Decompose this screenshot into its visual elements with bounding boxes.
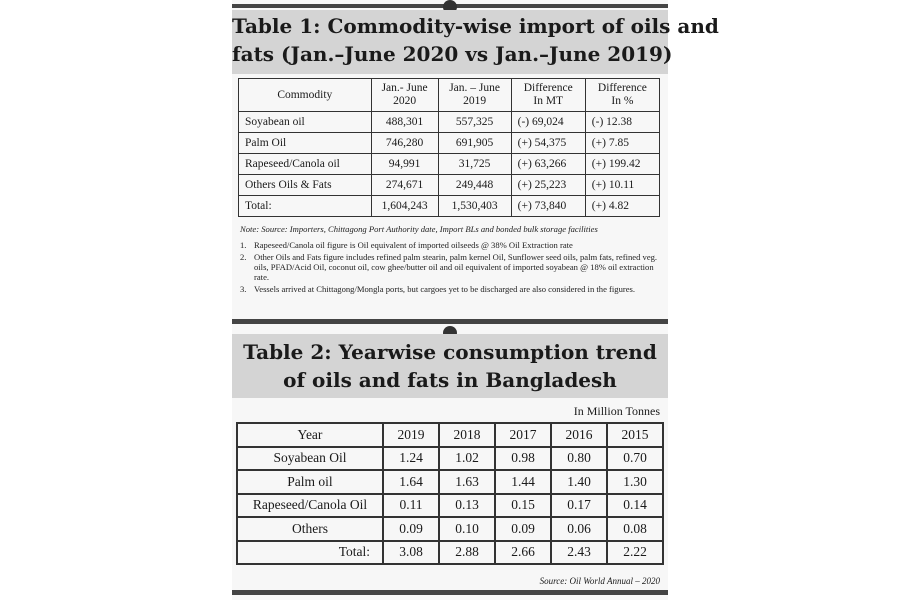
table2-cell: 3.08 xyxy=(383,541,439,565)
table1-cell: (-) 69,024 xyxy=(511,112,585,133)
table1-notes xyxy=(240,240,664,296)
note-number: 2. xyxy=(240,252,247,262)
table1-cell: 1,604,243 xyxy=(371,196,438,217)
table2-row xyxy=(237,470,663,494)
table1-cell: (+) 63,266 xyxy=(511,154,585,175)
table1-title xyxy=(232,10,719,74)
table2-cell: 0.10 xyxy=(439,517,495,541)
table2-cell: 1.63 xyxy=(439,470,495,494)
table1-cell: 557,325 xyxy=(438,112,511,133)
table1-title-line2: fats (Jan.–June 2020 vs Jan.–June 2019) xyxy=(232,42,673,66)
table1-row xyxy=(239,154,660,175)
table1-header-row xyxy=(239,79,660,112)
table2-header-cell: 2018 xyxy=(439,423,495,447)
table2-cell: 0.06 xyxy=(551,517,607,541)
table1-cell: (+) 73,840 xyxy=(511,196,585,217)
table2-row-label: Total: xyxy=(237,541,383,565)
table2-cell: 0.09 xyxy=(495,517,551,541)
table1-header-text: Difference xyxy=(597,82,647,94)
table1-header-cell xyxy=(239,79,372,112)
table1-row-label: Rapeseed/Canola oil xyxy=(239,154,372,175)
note-text: Rapeseed/Canola oil figure is Oil equivalent of imported oilseeds @ 38% Oil Extraction rate xyxy=(254,240,573,250)
table1-note-item xyxy=(240,240,664,250)
table1-header-text: 2019 xyxy=(463,95,487,107)
table2-cell: 0.80 xyxy=(551,447,607,471)
table2-row-label: Others xyxy=(237,517,383,541)
table2-cell: 0.11 xyxy=(383,494,439,518)
table1-row xyxy=(239,175,660,196)
table1-header-text: Commodity xyxy=(277,88,333,101)
table1-row-label: Soyabean oil xyxy=(239,112,372,133)
table2-cell: 1.44 xyxy=(495,470,551,494)
table2-cell: 2.66 xyxy=(495,541,551,565)
document-page xyxy=(232,0,719,600)
table1-import xyxy=(238,78,660,217)
table2-cell: 0.09 xyxy=(383,517,439,541)
table1-cell: (+) 54,375 xyxy=(511,133,585,154)
table2-header-cell: 2015 xyxy=(607,423,663,447)
table2-row xyxy=(237,517,663,541)
table1-cell: (+) 199.42 xyxy=(585,154,659,175)
table2-source: Source: Oil World Annual – 2020 xyxy=(539,576,660,586)
note-number: 1. xyxy=(240,240,247,250)
note-text: Other Oils and Fats figure includes refined palm stearin, palm kernel Oil, Sunflower seed oils, palm fats, refined veg. oils, PFAD/Acid Oil, coconut oil, cow ghee/butter oil and oil equivalent of imported soyabean @ 18% oil extraction rate. xyxy=(254,252,658,282)
table2-row xyxy=(237,447,663,471)
table1-cell: 274,671 xyxy=(371,175,438,196)
table1-note-item xyxy=(240,252,664,282)
table1-cell: (+) 25,223 xyxy=(511,175,585,196)
note-text: Vessels arrived at Chittagong/Mongla ports, but cargoes yet to be discharged are also considered in the figures. xyxy=(254,284,636,294)
table2-header-cell: 2016 xyxy=(551,423,607,447)
table2-title-line1: Table 2: Yearwise consumption trend xyxy=(243,340,657,364)
table2-row xyxy=(237,494,663,518)
table1-cell: 94,991 xyxy=(371,154,438,175)
table2-cell: 1.64 xyxy=(383,470,439,494)
table1-cell: 31,725 xyxy=(438,154,511,175)
table2-row-label: Rapeseed/Canola Oil xyxy=(237,494,383,518)
table1-row xyxy=(239,112,660,133)
table1-header-cell xyxy=(585,79,659,112)
table2-cell: 0.70 xyxy=(607,447,663,471)
table2-cell: 1.40 xyxy=(551,470,607,494)
table1-note-item xyxy=(240,284,664,294)
table1-cell: 1,530,403 xyxy=(438,196,511,217)
table1-header-text: In MT xyxy=(533,95,564,107)
table1-row xyxy=(239,133,660,154)
table2-title-line2: of oils and fats in Bangladesh xyxy=(283,368,617,392)
table2-cell: 0.98 xyxy=(495,447,551,471)
table2-cell: 1.24 xyxy=(383,447,439,471)
table1-note-source: Note: Source: Importers, Chittagong Port Authority date, Import BLs and bonded bulk storage facilities xyxy=(240,224,598,234)
note-number: 3. xyxy=(240,284,247,294)
bottom-rule xyxy=(232,590,668,595)
table1-cell: 746,280 xyxy=(371,133,438,154)
table2-cell: 0.13 xyxy=(439,494,495,518)
table2-cell: 0.17 xyxy=(551,494,607,518)
table1-cell: 249,448 xyxy=(438,175,511,196)
table1-row-label: Palm Oil xyxy=(239,133,372,154)
table1-header-text: In % xyxy=(611,95,634,107)
table1-header-text: Jan. – June xyxy=(449,82,500,94)
table1-cell: 691,905 xyxy=(438,133,511,154)
table2-header-cell: 2019 xyxy=(383,423,439,447)
table2-cell: 2.22 xyxy=(607,541,663,565)
table2-row-label: Soyabean Oil xyxy=(237,447,383,471)
table1-cell: (+) 10.11 xyxy=(585,175,659,196)
section-divider xyxy=(232,319,668,324)
table2-title xyxy=(232,334,668,398)
table1-row-label: Total: xyxy=(239,196,372,217)
table1-header-text: Jan.- June xyxy=(381,82,428,94)
table1-row-label: Others Oils & Fats xyxy=(239,175,372,196)
table2-cell: 0.15 xyxy=(495,494,551,518)
table2-header-row xyxy=(237,423,663,447)
table2-consumption xyxy=(236,422,664,565)
table1-header-text: 2020 xyxy=(393,95,417,107)
table1-header-cell xyxy=(371,79,438,112)
table2-cell: 0.14 xyxy=(607,494,663,518)
table1-header-cell xyxy=(511,79,585,112)
table2-cell: 2.88 xyxy=(439,541,495,565)
table2-unit: In Million Tonnes xyxy=(573,404,660,418)
table1-cell: 488,301 xyxy=(371,112,438,133)
table1-cell: (-) 12.38 xyxy=(585,112,659,133)
table2-header-cell: Year xyxy=(237,423,383,447)
table1-header-cell xyxy=(438,79,511,112)
table1-header-text: Difference xyxy=(523,82,573,94)
table1-title-line1: Table 1: Commodity-wise import of oils and xyxy=(232,14,719,38)
table1-row xyxy=(239,196,660,217)
table2-cell: 1.30 xyxy=(607,470,663,494)
table2-cell: 1.02 xyxy=(439,447,495,471)
table2-row xyxy=(237,541,663,565)
table2-row-label: Palm oil xyxy=(237,470,383,494)
table2-header-cell: 2017 xyxy=(495,423,551,447)
table2-cell: 0.08 xyxy=(607,517,663,541)
table2-cell: 2.43 xyxy=(551,541,607,565)
table1-cell: (+) 7.85 xyxy=(585,133,659,154)
table1-cell: (+) 4.82 xyxy=(585,196,659,217)
